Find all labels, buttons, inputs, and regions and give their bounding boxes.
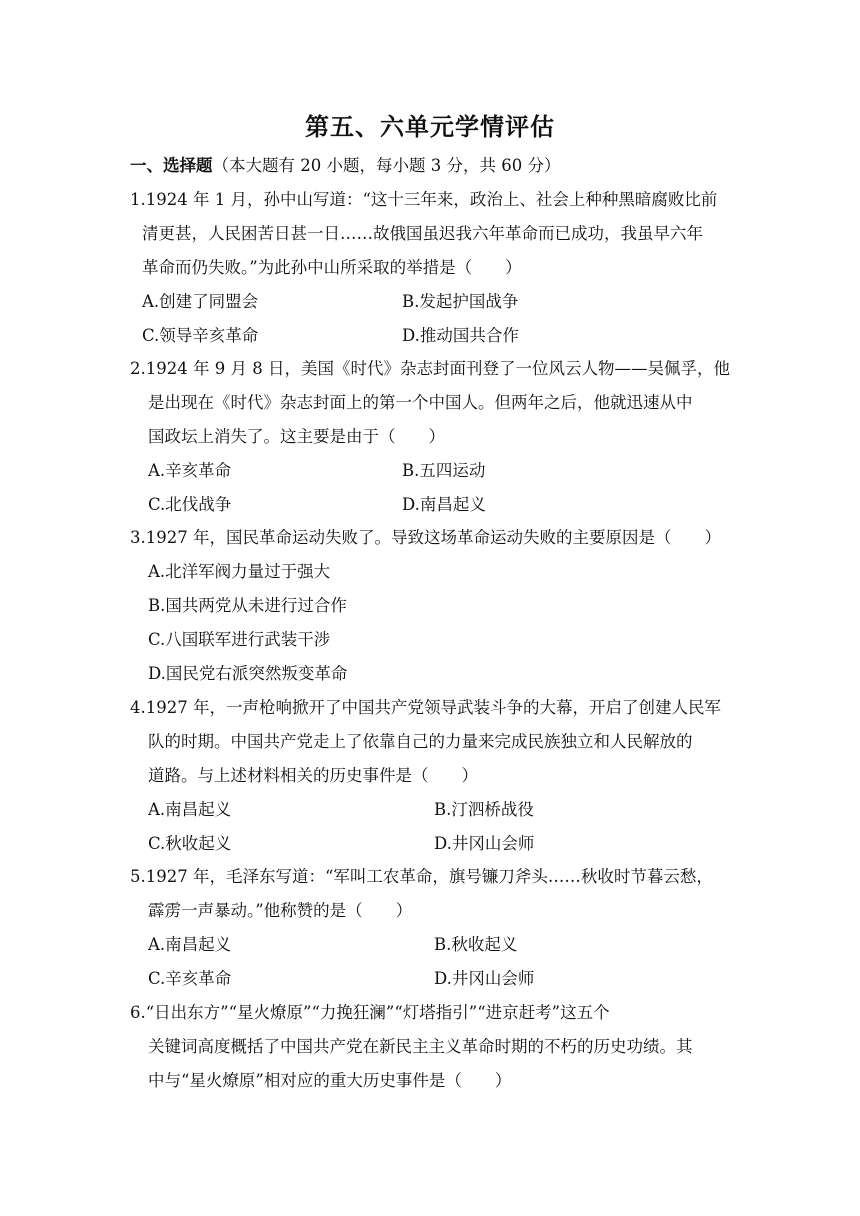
question-text-line: 国政坛上消失了。这主要是由于（ ） — [148, 427, 445, 446]
question-text-line: 关键词高度概括了中国共产党在新民主主义革命时期的不朽的历史功绩。其 — [148, 1037, 693, 1056]
option-d: D.国民党右派突然叛变革命 — [148, 664, 348, 683]
option-d: D.推动国共合作 — [402, 326, 519, 345]
option-b: B.发起护国战争 — [402, 292, 519, 311]
question-text-line: 清更甚，人民困苦日甚一日……故俄国虽迟我六年革命而已成功，我虽早六年 — [142, 224, 703, 243]
option-d: D.井冈山会师 — [434, 969, 535, 988]
option-c: C.北伐战争 — [148, 495, 232, 514]
option-a: A.辛亥革命 — [148, 461, 232, 480]
option-c: C.秋收起义 — [148, 834, 232, 853]
section-note: （本大题有 20 小题，每小题 3 分，共 60 分） — [212, 156, 561, 175]
question-text-line: 5.1927 年，毛泽东写道：“军叫工农革命，旗号镰刀斧头……秋收时节暮云愁， — [130, 867, 713, 886]
option-a: A.北洋军阀力量过于强大 — [148, 562, 331, 581]
question-text-line: 队的时期。中国共产党走上了依靠自己的力量来完成民族独立和人民解放的 — [148, 732, 693, 751]
question-text-line: 道路。与上述材料相关的历史事件是（ ） — [148, 766, 478, 785]
option-c: C.领导辛亥革命 — [142, 326, 259, 345]
question-text-line: 4.1927 年，一声枪响掀开了中国共产党领导武装斗争的大幕，开启了创建人民军 — [130, 698, 721, 717]
option-b: B.汀泗桥战役 — [434, 800, 534, 819]
option-d: D.南昌起义 — [402, 495, 486, 514]
question-text-line: 是出现在《时代》杂志封面上的第一个中国人。但两年之后，他就迅速从中 — [148, 393, 693, 412]
section-header — [130, 154, 560, 178]
option-b: B.五四运动 — [402, 461, 486, 480]
question-text-line: 霹雳一声暴动。”他称赞的是（ ） — [148, 901, 413, 920]
page-title: 第五、六单元学情评估 — [305, 113, 555, 141]
option-a: A.南昌起义 — [148, 800, 232, 819]
option-a: A.创建了同盟会 — [142, 292, 259, 311]
question-text-line: 革命而仍失败。”为此孙中山所采取的举措是（ ） — [142, 258, 522, 277]
question-text-line: 3.1927 年，国民革命运动失败了。导致这场革命运动失败的主要原因是（ ） — [130, 528, 721, 547]
question-text-line: 中与“星火燎原”相对应的重大历史事件是（ ） — [148, 1071, 512, 1090]
option-d: D.井冈山会师 — [434, 834, 535, 853]
question-text-line: 1.1924 年 1 月，孙中山写道：“这十三年来，政治上、社会上种种黑暗腐败比前 — [130, 190, 718, 209]
option-c: C.辛亥革命 — [148, 969, 232, 988]
option-b: B.国共两党从未进行过合作 — [148, 596, 347, 615]
section-label: 一、选择题 — [130, 156, 213, 175]
option-c: C.八国联军进行武装干涉 — [148, 630, 331, 649]
question-text-line: 6.“日出东方”“星火燎原”“力挽狂澜”“灯塔指引”“进京赶考”这五个 — [130, 1003, 610, 1022]
option-b: B.秋收起义 — [434, 935, 518, 954]
question-text-line: 2.1924 年 9 月 8 日，美国《时代》杂志封面刊登了一位风云人物——吴佩孚，他 — [130, 359, 730, 378]
option-a: A.南昌起义 — [148, 935, 232, 954]
